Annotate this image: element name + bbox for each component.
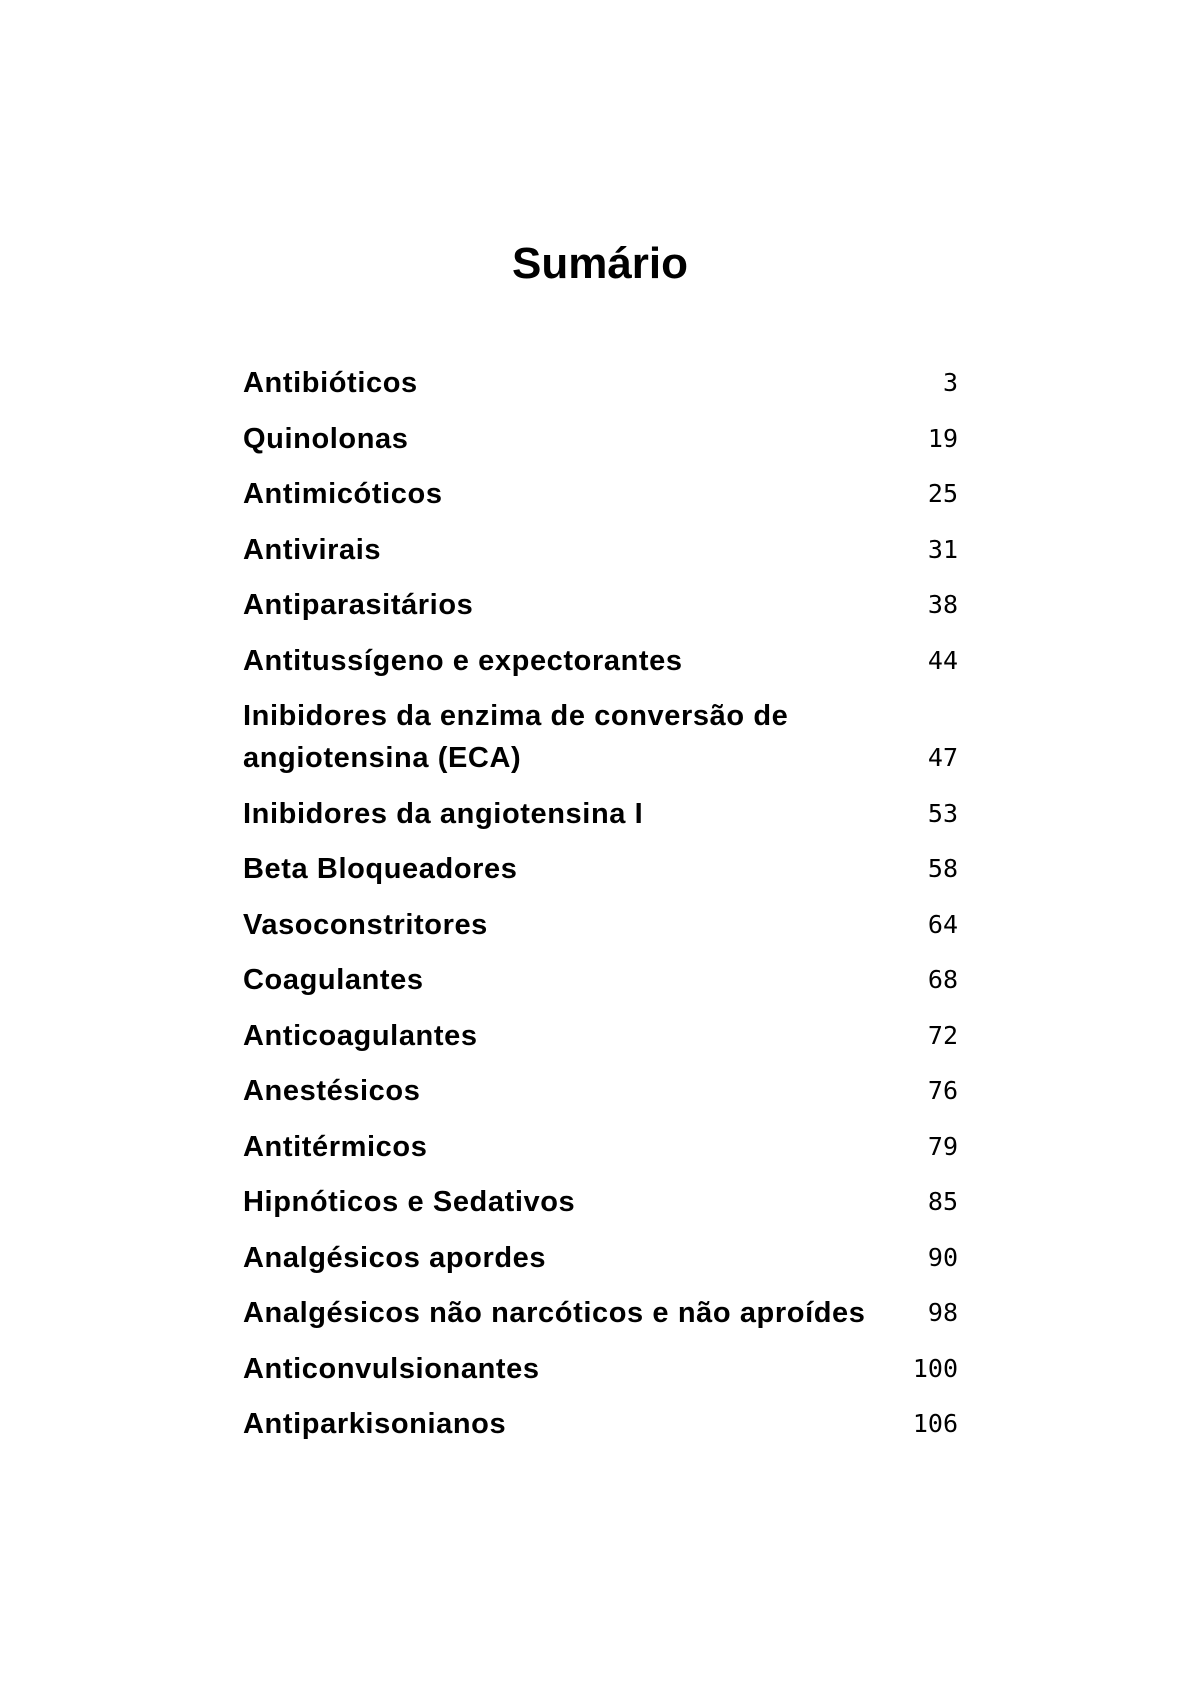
toc-entry-label: Antitussígeno e expectorantes [243,644,683,677]
toc-entry-page: 19 [927,423,958,453]
toc-entry [243,1292,958,1334]
toc-entry-page: 3 [942,368,958,397]
toc-entry-page: 106 [912,1409,958,1438]
toc-entry-page: 100 [912,1353,958,1383]
toc-entry-label: Hipnóticos e Sedativos [243,1186,576,1218]
toc-entry-label: Anticonvulsionantes [243,1352,540,1385]
toc-entry [243,695,958,779]
toc-entry-label: Antiparasitários [243,589,474,621]
toc-entry-page: 98 [927,1298,958,1327]
toc-entry [243,1070,958,1112]
page-title: Sumário [511,239,689,288]
toc-entry-label: Anestésicos [243,1075,421,1107]
toc-entry [243,584,958,626]
toc-entry-label: Anticoagulantes [243,1019,478,1052]
toc-entry [243,959,958,1001]
toc-entry-page: 44 [927,645,958,675]
toc-entry-page: 47 [927,743,958,772]
toc-entry-page: 25 [927,479,958,508]
toc-entry-page: 53 [927,798,958,828]
toc-entry [243,362,958,404]
toc-entry-label: Antibióticos [243,367,418,399]
toc-entry-label: Antitérmicos [243,1130,428,1163]
toc-entry-label: Coagulantes [243,964,424,996]
toc-entry [243,1348,958,1390]
toc-entry-page: 38 [927,590,958,619]
toc-entry-label: Antivirais [243,533,382,566]
toc-entry [243,848,958,890]
toc-entry [243,904,958,946]
toc-entry [243,418,958,460]
toc-entry-page: 58 [927,854,958,883]
toc-entry [243,529,958,571]
toc-entry-label: Inibidores da enzima de conversão de angiotensina (ECA) [243,700,789,774]
toc-entry-page: 85 [927,1187,958,1216]
toc-entry [243,1237,958,1279]
toc-entry-page: 31 [927,534,958,564]
toc-entry [243,1403,958,1445]
toc-entry-page: 64 [927,909,958,939]
toc-entry-label: Analgésicos apordes [243,1241,547,1274]
toc-entry-label: Antiparkisonianos [243,1408,507,1440]
toc-entry-label: Vasoconstritores [243,908,488,941]
toc-entry-label: Inibidores da angiotensina I [243,797,644,830]
toc-entry-page: 76 [927,1076,958,1105]
toc-entry [243,1015,958,1057]
toc-entry-page: 79 [927,1131,958,1161]
toc-entry [243,793,958,835]
toc-entry-label: Antimicóticos [243,478,443,510]
toc-entry [243,1181,958,1223]
toc-entry [243,473,958,515]
toc-entry-label: Quinolonas [243,422,409,455]
toc-entry-label: Analgésicos não narcóticos e não aproídes [243,1297,866,1329]
toc-entry-page: 72 [927,1020,958,1050]
toc-entry-page: 90 [927,1242,958,1272]
toc-entry [243,1126,958,1168]
table-of-contents [243,362,958,1459]
toc-entry [243,640,958,682]
toc-entry-label: Beta Bloqueadores [243,853,518,885]
toc-entry-page: 68 [927,965,958,994]
